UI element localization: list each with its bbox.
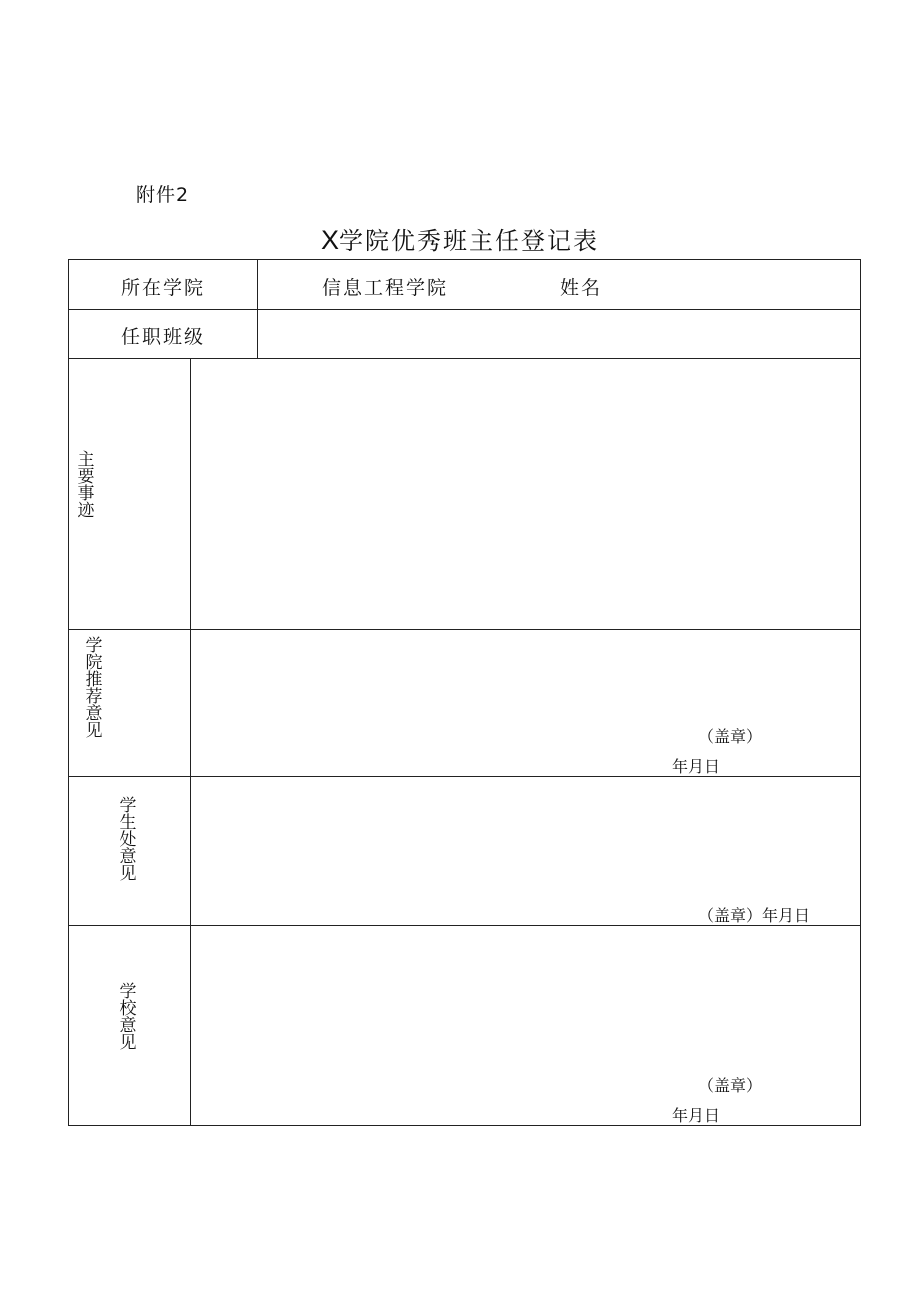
college-opinion-date: 年月日 xyxy=(672,759,721,776)
student-affairs-opinion-label: 学生处意见 xyxy=(115,796,136,881)
achievements-field[interactable] xyxy=(191,359,860,629)
achievements-label: 主要事迹 xyxy=(73,450,94,518)
college-opinion-stamp: （盖章） xyxy=(698,729,763,746)
title-main: 学院优秀班主任登记表 xyxy=(339,227,599,255)
attachment-label: 附件2 xyxy=(136,184,190,206)
college-opinion-label: 学院推荐意见 xyxy=(81,636,102,738)
name-label: 姓名 xyxy=(560,277,603,299)
school-opinion-date: 年月日 xyxy=(672,1108,721,1125)
school-opinion-label: 学校意见 xyxy=(115,982,136,1050)
name-field[interactable] xyxy=(610,260,860,309)
school-opinion-stamp: （盖章） xyxy=(698,1078,763,1095)
form-title xyxy=(0,221,920,256)
title-prefix: X xyxy=(320,225,339,255)
class-field[interactable] xyxy=(258,310,860,358)
student-affairs-stamp-date: （盖章）年月日 xyxy=(698,908,811,925)
college-field[interactable] xyxy=(258,260,548,309)
class-label: 任职班级 xyxy=(121,326,206,348)
college-value: 信息工程学院 xyxy=(322,277,449,299)
college-label: 所在学院 xyxy=(121,277,206,299)
college-opinion-field[interactable] xyxy=(191,630,860,776)
